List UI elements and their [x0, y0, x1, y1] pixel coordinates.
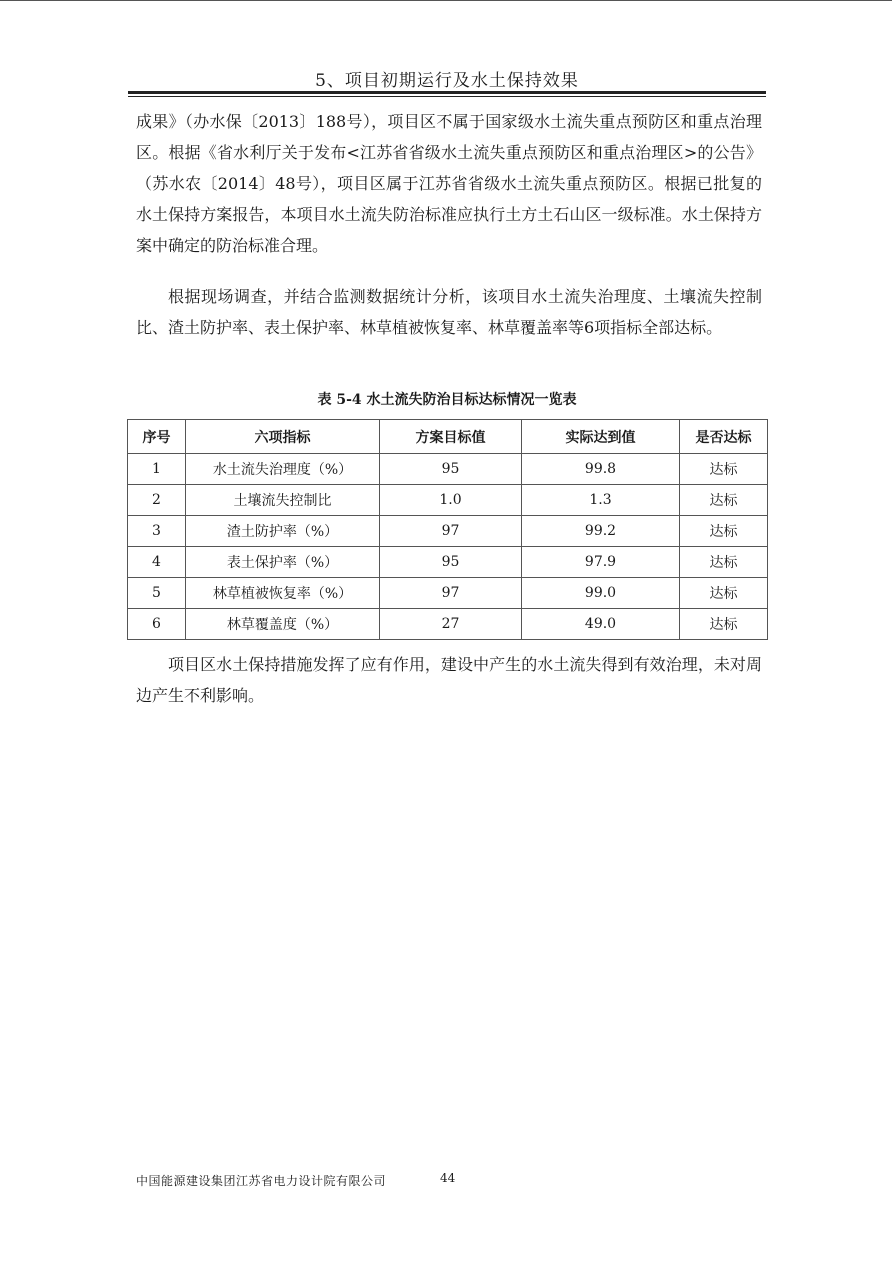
cell-status: 达标	[680, 454, 768, 485]
cell-index: 5	[128, 578, 186, 609]
running-header-title: 5、项目初期运行及水土保持效果	[315, 71, 579, 91]
header-cell-target: 方案目标值	[380, 420, 522, 454]
header-rule-thick	[128, 91, 766, 94]
cell-target: 97	[380, 578, 522, 609]
cell-status: 达标	[680, 547, 768, 578]
cell-metric: 水土流失治理度（%）	[186, 454, 380, 485]
table-caption: 表 5-4 水土流失防治目标达标情况一览表	[317, 392, 577, 408]
cell-index: 4	[128, 547, 186, 578]
cell-status: 达标	[680, 516, 768, 547]
cell-index: 2	[128, 485, 186, 516]
table-row	[128, 578, 768, 609]
cell-metric: 渣土防护率（%）	[186, 516, 380, 547]
page-top-border	[0, 0, 892, 1]
cell-actual: 99.2	[522, 516, 680, 547]
header-cell-index: 序号	[128, 420, 186, 454]
cell-status: 达标	[680, 485, 768, 516]
cell-target: 97	[380, 516, 522, 547]
body-paragraph-3: 项目区水土保持措施发挥了应有作用，建设中产生的水土流失得到有效治理，未对周边产生不利影响。	[136, 655, 762, 705]
header-cell-status: 是否达标	[680, 420, 768, 454]
table-header-row	[128, 420, 768, 454]
header-cell-metric: 六项指标	[186, 420, 380, 454]
header-rule-thin	[128, 96, 766, 97]
cell-metric: 土壤流失控制比	[186, 485, 380, 516]
metrics-table	[127, 419, 768, 640]
cell-actual: 99.8	[522, 454, 680, 485]
table-row	[128, 609, 768, 640]
cell-index: 3	[128, 516, 186, 547]
cell-status: 达标	[680, 578, 768, 609]
cell-status: 达标	[680, 609, 768, 640]
cell-actual: 49.0	[522, 609, 680, 640]
cell-metric: 林草植被恢复率（%）	[186, 578, 380, 609]
table-row	[128, 454, 768, 485]
cell-target: 95	[380, 454, 522, 485]
cell-metric: 林草覆盖度（%）	[186, 609, 380, 640]
cell-actual: 97.9	[522, 547, 680, 578]
cell-actual: 1.3	[522, 485, 680, 516]
cell-target: 27	[380, 609, 522, 640]
table-row	[128, 547, 768, 578]
cell-metric: 表土保护率（%）	[186, 547, 380, 578]
table-row	[128, 485, 768, 516]
cell-index: 1	[128, 454, 186, 485]
cell-target: 95	[380, 547, 522, 578]
cell-index: 6	[128, 609, 186, 640]
cell-actual: 99.0	[522, 578, 680, 609]
footer-company-name: 中国能源建设集团江苏省电力设计院有限公司	[136, 1174, 387, 1188]
cell-target: 1.0	[380, 485, 522, 516]
table-row	[128, 516, 768, 547]
page-number: 44	[440, 1171, 456, 1185]
body-paragraph-2: 根据现场调查，并结合监测数据统计分析，该项目水土流失治理度、土壤流失控制比、渣土防护率、表土保护率、林草植被恢复率、林草覆盖率等6项指标全部达标。	[136, 287, 762, 337]
header-cell-actual: 实际达到值	[522, 420, 680, 454]
body-paragraph-1: 成果》（办水保〔2013〕188号），项目区不属于国家级水土流失重点预防区和重点治理区。根据《省水利厅关于发布<江苏省省级水土流失重点预防区和重点治理区>的公告》（苏水农〔2014〕48号），项目区属于江苏省省级水土流失重点预防区。根据已批复的水土保持方案报告，本项目水土流失防治标准应执行土方土石山区一级标准。水土保持方案中确定的防治标准合理。	[136, 112, 762, 255]
